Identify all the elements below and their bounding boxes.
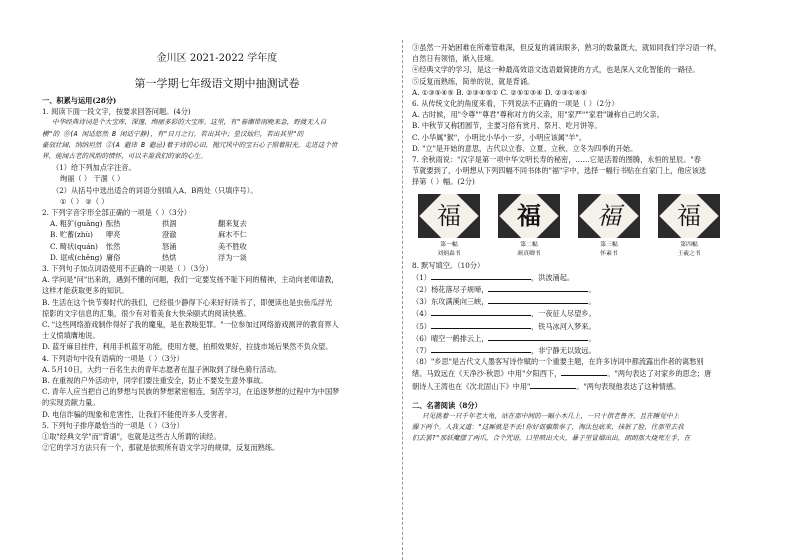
q2-option-cell: B. 贮蓄(zhù) — [50, 230, 93, 240]
q6-stem: 6. 从传统文化的角度来看，下列说法不正确的一项是（ ）（2分） — [412, 99, 619, 109]
answer-blank[interactable] — [530, 380, 576, 389]
q5-sentence-2: ②它的学习方法只有一个，那就是依照所有语文学习的规律，反复而熟练。 — [42, 443, 280, 453]
q8-item-text: 朝诗人王湾也在《次北固山下》中用" — [412, 381, 531, 391]
q2-option-cell: 咿亮 — [106, 230, 121, 240]
fu-caption-number: 第四幅 — [680, 241, 698, 248]
q2-stem: 2. 下列字音字形全部正确的一项是（ ）（3分） — [42, 208, 191, 218]
q5-sentence-4: ④经典文学的学习，是这一种最高效语文选语最简捷的方式，也是深入文化智能的一路径。 — [412, 65, 700, 75]
q5-options: A. ①③⑤④⑤ B. ②③④⑤① C. ②⑤①③④ D. ②③①④⑤ — [412, 87, 588, 97]
q8-item-6 — [412, 332, 764, 344]
q4-stem: 4. 下列语句中没有语病的一项是（ ）（3分） — [42, 353, 184, 363]
section-1-heading: 一、积累与运用(28分) — [42, 96, 117, 105]
q8-item-3 — [412, 295, 764, 307]
q8-item-text: 。"两句表现他表达了这种情感。 — [576, 381, 681, 391]
answer-blank[interactable] — [431, 344, 531, 353]
q1-sub-a-items[interactable]: 绚丽（ ） 干涸（ ） — [60, 174, 125, 184]
q2-option-cell: A. 粗犷(guāng) — [50, 219, 103, 229]
q2-option-cell: 浮为一谈 — [218, 252, 247, 262]
exam-title-line2: 第一学期七年级语文期中抽测试卷 — [134, 77, 300, 90]
q8-item-8-cont — [412, 380, 764, 392]
answer-blank[interactable] — [488, 295, 588, 304]
q8-item-label: （5） — [412, 321, 431, 331]
answer-blank[interactable] — [431, 307, 531, 316]
q1-passage: 界，能闻古老的风韵的情怀，可以丰盈我们的家的心生。 — [42, 152, 207, 161]
section-2-passage: 臊下两个。人我又道："这厮就是不丢!你好诓骗欺奉了，淘汰包底来，抹脏了脸，往那里去我 — [412, 423, 684, 432]
q6-option-c: C. 小华属"猴"，小明比小华小一岁，小明应该属"羊"。 — [412, 132, 586, 142]
fu-caption-author: 王羲之书 — [677, 250, 701, 257]
q4-option-a: A. 5月10日，大约一百名生去的青年志愿者在温子洲取到了绿色骑行活动。 — [42, 364, 282, 374]
q2-option-cell: 麻木不仁 — [218, 230, 247, 240]
fu-caption-number: 第一幅 — [440, 241, 458, 248]
q3-option-d: D. 蓝牙麻目挂件，利用手机蓝牙功能，使用方便，拍照效果好，拉拢市场后果然不负众望。 — [42, 342, 333, 352]
fu-character: 福 — [597, 201, 621, 230]
q8-item-text: （3）东攻满溪向三峡， — [412, 297, 489, 307]
q1-sub-a: （1）给下列加点字注音。 — [52, 163, 136, 173]
answer-blank[interactable] — [488, 283, 588, 292]
q8-item-7 — [412, 344, 764, 356]
q4-option-c: C. 青年人应当把自己的梦想与民族的梦想紧密相连，刻苦学习，在追逐梦想的过程中为中国梦 — [42, 387, 340, 397]
q8-stem: 8. 默写填空。（10分） — [412, 260, 485, 270]
q8-item-text: ，非宁静无以致远。 — [530, 346, 596, 356]
q1-passage: 横"的 ⓪(A 闲适悠然 B 闲适宁静)，有"日月之行，若出其中；星汉灿烂，若出其里"的 — [42, 129, 304, 138]
q4-option-c-cont: 的实现贡献力量。 — [42, 398, 100, 408]
q1-passage: 中华经典诗词是个大宝库，深邃、绚丽多彩的大宝库。这里，有"春潮带雨晚来急，野渡无人自 — [52, 118, 327, 127]
section-2-passage: 只见挑着一只千年老大龟，站在那中间的一幅小木几上，一只十指老鲁齐，且在睡觉中上 — [422, 412, 680, 421]
q4-option-d: D. 电信诈骗的现象和危害性，让我们不能使许多人受害者。 — [42, 409, 232, 419]
section-2-passage: 们去罢?"那妖魔摆了两爪，合个咒语，口里喷出大火，暴子里冒烟出出，朗朗那大烧死左手，在 — [412, 434, 691, 443]
q3-stem: 3. 下列句子加点词语使用不正确的一项是（ ）（3分） — [42, 264, 213, 274]
q5-sentence-3: ③虽然一开始困难在所难管难深，但反复的诵读眼多，熟习的数量既大，就如同我们学习语一样， — [412, 43, 722, 52]
q8-item-text: （6）晴空一鹤排云上， — [412, 333, 489, 343]
section-2-heading: 二、名著阅读（8分） — [412, 400, 482, 410]
fu-option-4 — [658, 194, 720, 258]
answer-blank[interactable] — [431, 320, 531, 329]
q7-stem: 7. 余秋雨说："汉字是第一项中华文明长寿的秘密，……它是活着的图腾，永恒的星辰。"春 — [412, 155, 701, 165]
q5-sentence-3-cont: 自然日有领悟，渐入佳境。 — [412, 54, 499, 64]
q3-option-a: A. 学问是"问"出来的，遇到不懂的问题，我们一定要发扬不耻下问的精神，主动向老师请教， — [42, 275, 339, 285]
fu-caption-author: 刘炳森书 — [437, 250, 461, 257]
q3-option-b: B. 生活在这个快节奏时代的我们，已经很少静得下心来好好读书了，即便读也是虫鱼瓜浮光 — [42, 297, 333, 307]
q8-item-8: （8）"乡思"是古代文人墨客写诗作赋的一个重要主题，在许多诗词中都流露出作者的离愁别 — [412, 357, 704, 367]
q8-item-8-cont — [412, 367, 764, 379]
exam-title-line1: 金川区 2021-2022 学年度 — [156, 53, 278, 64]
fu-calligraphy-image — [658, 194, 720, 238]
column-divider — [402, 40, 403, 560]
q6-option-b: B. 中秋节又称团圆节，主要习俗有赏月、祭月、吃月饼等。 — [412, 121, 602, 131]
fu-option-1 — [418, 194, 480, 258]
q3-option-c-cont: 士义愤填膺地说。 — [42, 331, 100, 341]
answer-blank[interactable] — [431, 271, 531, 280]
q2-option-cell: 庸俗 — [106, 252, 121, 262]
q8-item-text: 。 — [588, 297, 596, 307]
q2-options — [42, 218, 392, 263]
q2-option-cell: 澄澈 — [162, 230, 177, 240]
q1-sub-b-items[interactable]: ①（ ） ②（ ） — [60, 196, 109, 206]
q8-item-text: ，一夜征人尽望乡。 — [530, 309, 596, 319]
q3-option-a-cont: 这样才能获取更多的知识。 — [42, 286, 129, 296]
q8-item-5 — [412, 320, 764, 332]
q8-item-1 — [412, 271, 764, 283]
q7-stem-cont: 择第（ ）幅。(2分) — [412, 177, 475, 187]
q2-option-cell: 怅然 — [106, 241, 121, 251]
answer-blank[interactable] — [561, 367, 607, 376]
q1-stem: 1. 阅读下面一段文字，按要求回答问题。(4分) — [42, 107, 191, 117]
q2-option-cell: 美不胜收 — [218, 241, 247, 251]
q3-option-c: C. "这些网络游戏制作得好了我的魔鬼，是在教唆犯罪。"一位参加过网络游戏测评的教育界人 — [42, 320, 339, 330]
q3-option-b-cont: 掠影的文字信息的汇集，很少有对着美食大快朵颐式的阅读快感。 — [42, 308, 251, 318]
fu-calligraphy-image — [418, 194, 480, 238]
q2-option-cell: C. 畸状(quán) — [50, 241, 98, 251]
fu-caption-author: 怀素书 — [600, 250, 618, 257]
q8-item-2 — [412, 283, 764, 295]
q8-item-text: 。 — [588, 333, 596, 343]
q8-item-4 — [412, 307, 764, 319]
q1-passage: 豪放壮阔，纳纳坦然 ②(A 避讳 B 避忌)着于诗的心田，抛冗风中的宝石心子照着阳光。走进这个世 — [42, 140, 338, 149]
q8-item-label: （7） — [412, 346, 431, 356]
q8-item-text: 。"两句表达了对家乡的思念；唐 — [607, 369, 712, 379]
fu-calligraphy-image — [578, 194, 640, 238]
q5-sentence-1: ①取"经典文学"而"背诵"，也就是这些古人所谓的读经。 — [42, 432, 221, 442]
q5-sentence-5: ⑤反复而熟练，简单的说，就是背诵。 — [412, 76, 535, 86]
fu-caption-author: 颜真卿书 — [517, 250, 541, 257]
q6-option-d: D. "立"是开始的意思，古代以立春、立夏、立秋、立冬为四季的开始。 — [412, 143, 638, 153]
q1-sub-b: （2）从括号中选出适合的词语分别填入A、B两处（只填序号）。 — [52, 185, 258, 195]
q2-option-cell: 酝热 — [106, 219, 121, 229]
q2-option-cell: 热烘 — [162, 252, 177, 262]
q5-stem: 5. 下列句子排序最恰当的一项是（ ）（3分） — [42, 420, 184, 430]
q8-item-text: ，铁马冰河入梦来。 — [530, 321, 596, 331]
q8-item-label: （4） — [412, 309, 431, 319]
q7-stem-cont: 节就要到了，小明想从下列四幅不同书体的"福"字中，选择一幅行书贴在自家门上，他应该选 — [412, 166, 707, 176]
right-column — [412, 0, 764, 560]
q8-item-text: （2）杨花落尽子规啼， — [412, 285, 489, 295]
q6-option-a: A. 古时候，用"令尊""尊君"尊称对方的父亲，用"家严""家君"谦称自己的父亲。 — [412, 110, 664, 120]
fu-images-row — [412, 194, 764, 258]
q4-option-b: B. 在重视的户外活动中，同学们要注重安全，防止不要发生意外事故。 — [42, 376, 268, 386]
q8-item-text: ，洪波涌起。 — [530, 272, 575, 282]
q2-option-cell: 翻来复去 — [218, 219, 247, 229]
fu-option-2 — [498, 194, 560, 258]
q8-item-text: 绪。马致远在《天净沙·秋思》中用"夕阳西下， — [412, 369, 562, 379]
q8-item-text: 。 — [588, 285, 596, 295]
fu-caption-number: 第三幅 — [600, 241, 618, 248]
fu-character: 福 — [517, 200, 541, 230]
fu-calligraphy-image — [498, 194, 560, 238]
q2-option-cell: 怒涌 — [162, 241, 177, 251]
q8-item-label: （1） — [412, 272, 431, 282]
fu-caption-number: 第二幅 — [520, 241, 538, 248]
answer-blank[interactable] — [488, 332, 588, 341]
q2-option-cell: D. 诓戒(chěng) — [50, 252, 103, 262]
q2-option-cell: 拱涸 — [162, 219, 177, 229]
fu-option-3 — [578, 194, 640, 258]
fu-character: 福 — [677, 201, 701, 230]
fu-character: 福 — [437, 201, 461, 230]
left-column — [42, 0, 392, 560]
